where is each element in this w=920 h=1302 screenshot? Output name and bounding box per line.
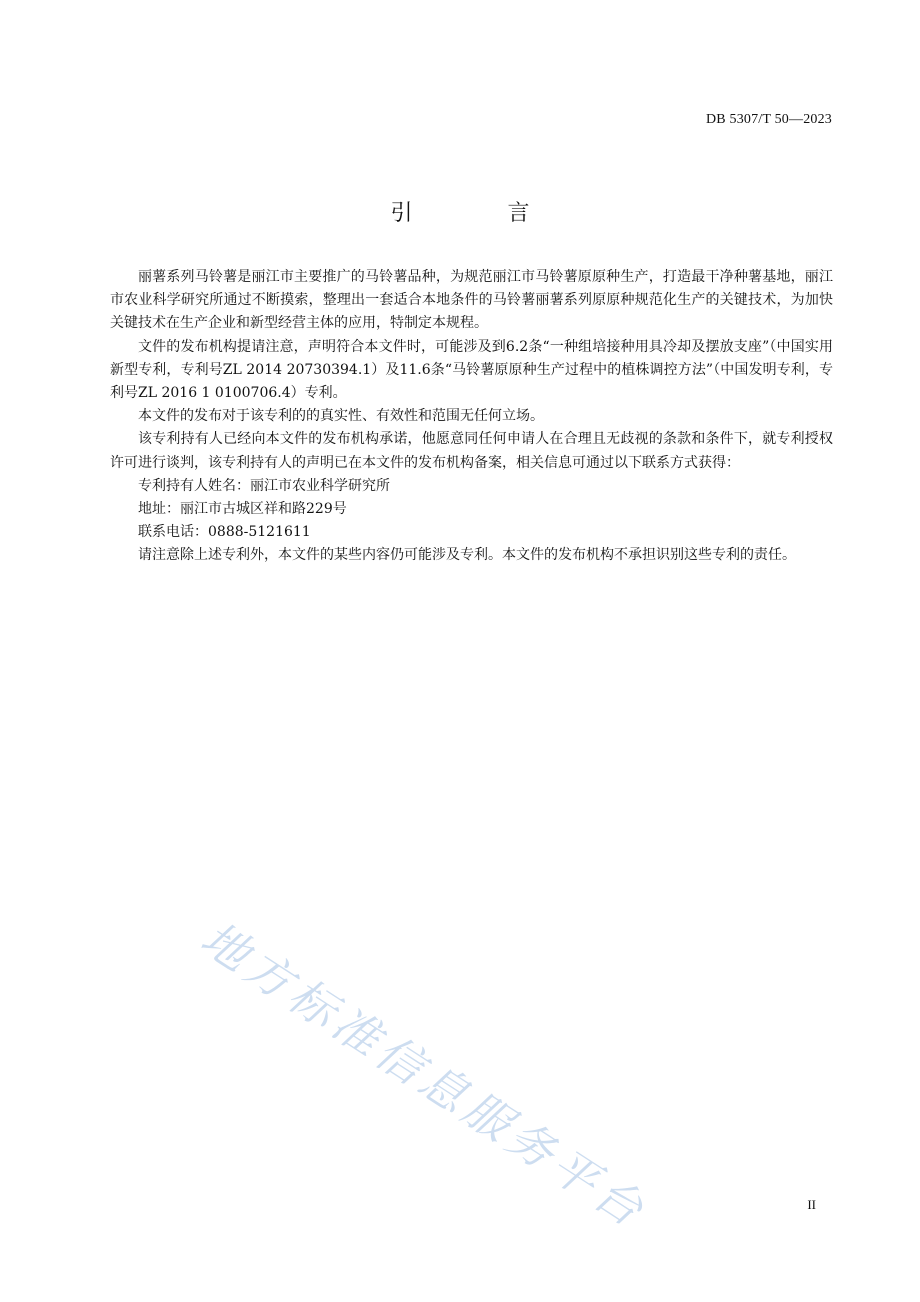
paragraph-intro: 丽薯系列马铃薯是丽江市主要推广的马铃薯品种，为规范丽江市马铃薯原原种生产，打造最干净种薯基地，丽江市农业科学研究所通过不断摸索，整理出一套适合本地条件的马铃薯丽薯系列原原种规范化生产的关键技术，为加快关键技术在生产企业和新型经营主体的应用，特制定本规程。 (110, 269, 833, 332)
paragraph-holder-commitment: 该专利持有人已经向本文件的发布机构承诺，他愿意同任何申请人在合理且无歧视的条款和条件下，就专利授权许可进行谈判，该专利持有人的声明已在本文件的发布机构备案，相关信息可通过以下联系方式获得： (110, 431, 833, 471)
paragraph-position: 本文件的发布对于该专利的的真实性、有效性和范围无任何立场。 (138, 408, 544, 425)
document-code: DB 5307/T 50—2023 (705, 112, 832, 127)
page-number: II (807, 1197, 816, 1212)
paragraph-phone: 联系电话：0888-5121611 (138, 524, 311, 541)
watermark: 地方标准信息服务平台 (191, 910, 658, 1240)
paragraph-disclaimer: 请注意除上述专利外，本文件的某些内容仍可能涉及专利。本文件的发布机构不承担识别这些专利的责任。 (138, 547, 796, 564)
document-body (110, 266, 833, 568)
paragraph-patent-notice: 文件的发布机构提请注意，声明符合本文件时，可能涉及到6.2条“一种组培接种用具冷却及摆放支座”（中国实用新型专利，专利号ZL 2014 20730394.1）及11.6条“马铃薯原原种生产过程中的植株调控方法”（中国发明专利，专利号ZL 2016 1 0100706.4）专利。 (110, 338, 833, 402)
paragraph-address: 地址：丽江市古城区祥和路229号 (138, 501, 347, 518)
paragraph-holder-name: 专利持有人姓名：丽江市农业科学研究所 (138, 477, 390, 494)
page-title: 引 言 (390, 201, 574, 226)
